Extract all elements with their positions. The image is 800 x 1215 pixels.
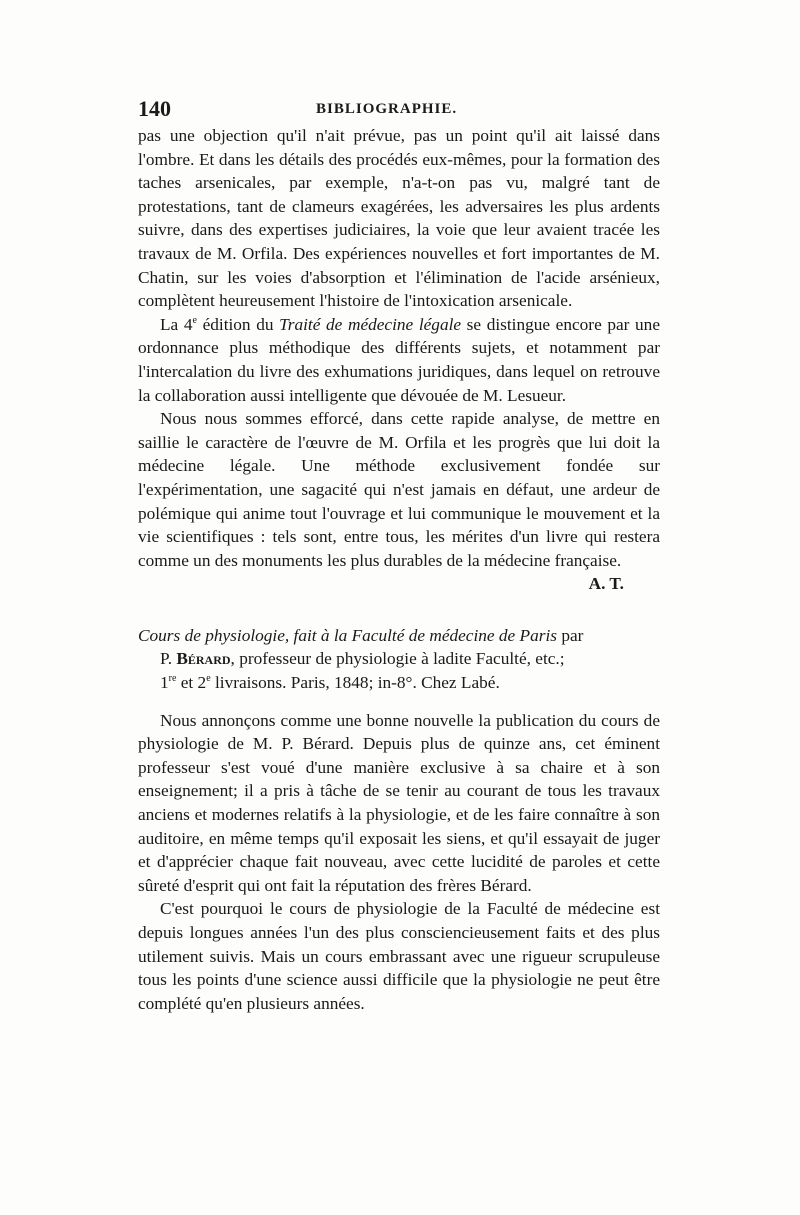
- running-title: BIBLIOGRAPHIE.: [316, 101, 458, 117]
- entry-author-line: P. Bérard, professeur de physiologie à ladite Faculté, etc.;: [160, 649, 565, 669]
- page-header: [138, 96, 660, 122]
- book-page: [138, 96, 660, 1015]
- book-title: Traité de médecine légale: [279, 314, 462, 334]
- paragraph-berard-course: Nous annonçons comme une bonne nouvelle la publication du cours de physiologie de M. P. Bérard. Depuis plus de quinze ans, cet éminent professeur s'est voué d'une manière exclusive à sa chaire et à son enseignement; il a pris à tâche de se tenir au courant de tous les travaux anciens et modernes relatifs à la physiologie, et de les faire connaître à son auditoire, en même temps qu'il exposait les siens, et qu'il essayait de juger et d'apprécier chaque fait nouveau, avec cette lucidité de paroles et cette sûreté d'esprit qui ont fait la réputation des frères Bérard.: [138, 710, 660, 895]
- entry-title: Cours de physiologie, fait à la Faculté de médecine de Paris: [138, 625, 557, 645]
- paragraph-conclusion: Nous nous sommes efforcé, dans cette rapide analyse, de mettre en saillie le caractère de l'œuvre de M. Orfila et les progrès que lui doit la médecine légale. Une méthode exclusivement fondée sur l'expérimentation, une sagacité qui n'est jamais en défaut, une ardeur de polémique qui anime tout l'ouvrage et lui communique le mouvement et la vie scientifiques : tels sont, entre tous, les mérites d'un livre qui restera comme un des monuments les plus durables de la médecine française.: [138, 409, 660, 570]
- entry-author: Bérard: [176, 649, 231, 669]
- review-signature: A. T.: [588, 574, 624, 594]
- paragraph-orfila-objections: pas une objection qu'il n'ait prévue, pas un point qu'il ait laissé dans l'ombre. Et dans les détails des procédés eux-mêmes, pour la formation des taches arsenicales, par exemple, n'a-t-on pas vu, malgré tant de protestations, tant de clameurs exagérées, les adversaires les plus ardents suivre, dans des expertises judiciaires, la voie que leur avaient tracée les travaux de M. Orfila. Des expériences nouvelles et fort importantes de M. Chatin, sur les voies d'absorption et l'élimination de l'acide arsénieux, complètent heureusement l'histoire de l'intoxication arsenicale.: [138, 126, 660, 311]
- entry-edition-line: 1re et 2e livraisons. Paris, 1848; in-8°. Chez Labé.: [160, 673, 500, 693]
- paragraph-course-duration: C'est pourquoi le cours de physiologie de la Faculté de médecine est depuis longues années l'un des plus consciencieusement faits et des plus utilement suivis. Mais un cours embrassant avec une rigueur scrupuleuse tous les points d'une science aussi difficile que la physiologie ne peut être complété qu'en plusieurs années.: [138, 899, 660, 1013]
- bibliography-entry: Cours de physiologie, fait à la Faculté de médecine de Paris par P. Bérard, professeur de physiologie à ladite Faculté, etc.; 1re et 2e livraisons. Paris, 1848; in-8°. Chez Labé.: [138, 624, 660, 695]
- paragraph-fourth-edition: La 4e édition du Traité de médecine légale se distingue encore par une ordonnance plus méthodique des différents sujets, et notamment par l'intercalation du livre des exhumations juridiques, dans lequel on retrouve la collaboration aussi intelligente que dévouée de M. Lesueur.: [138, 314, 660, 405]
- page-number: 140: [138, 96, 171, 121]
